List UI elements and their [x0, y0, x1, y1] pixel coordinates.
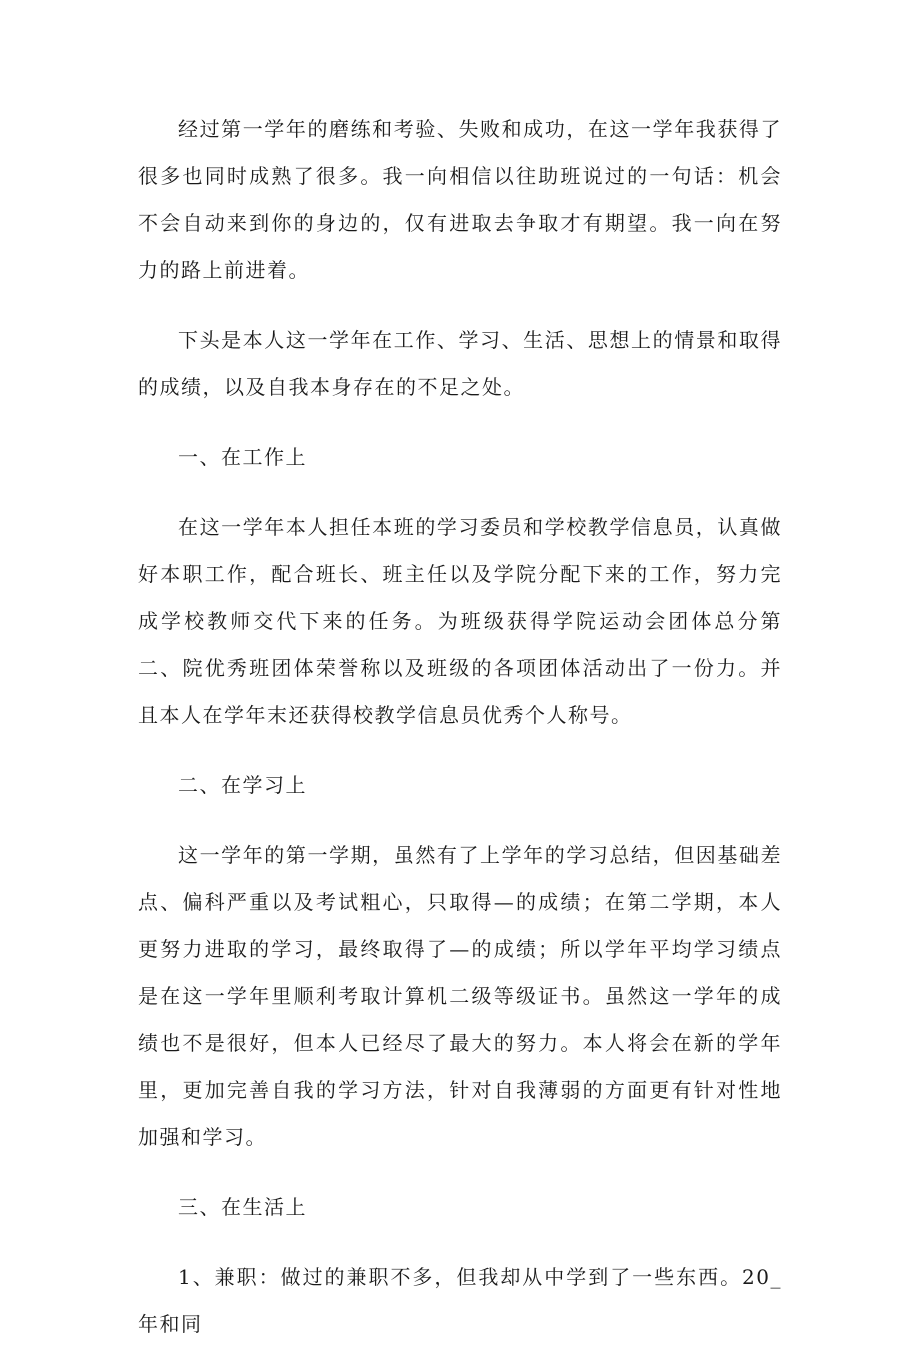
life-paragraph: 1、兼职：做过的兼职不多，但我却从中学到了一些东西。20_年和同 [138, 1265, 782, 1336]
intro-paragraph: 经过第一学年的磨练和考验、失败和成功，在这一学年我获得了很多也同时成熟了很多。我一向相信以往助班说过的一句话：机会不会自动来到你的身边的，仅有进取去争取才有期望。我一向在努力的路上前进着。 [138, 117, 782, 282]
section-heading-work: 一、在工作上 [178, 445, 307, 469]
overview-paragraph: 下头是本人这一学年在工作、学习、生活、思想上的情景和取得的成绩，以及自我本身存在的不足之处。 [138, 328, 782, 399]
study-paragraph: 这一学年的第一学期，虽然有了上学年的学习总结，但因基础差点、偏科严重以及考试粗心，只取得—的成绩；在第二学期，本人更努力进取的学习，最终取得了—的成绩；所以学年平均学习绩点是在这一学年里顺利考取计算机二级等级证书。虽然这一学年的成绩也不是很好，但本人已经尽了最大的努力。本人将会在新的学年里，更加完善自我的学习方法，针对自我薄弱的方面更有针对性地加强和学习。 [138, 843, 782, 1149]
section-heading-study: 二、在学习上 [178, 773, 307, 797]
section-heading-life: 三、在生活上 [178, 1195, 307, 1219]
work-paragraph: 在这一学年本人担任本班的学习委员和学校教学信息员，认真做好本职工作，配合班长、班主任以及学院分配下来的工作，努力完成学校教师交代下来的任务。为班级获得学院运动会团体总分第二、院优秀班团体荣誉称以及班级的各项团体活动出了一份力。并且本人在学年末还获得校教学信息员优秀个人称号。 [138, 515, 782, 727]
